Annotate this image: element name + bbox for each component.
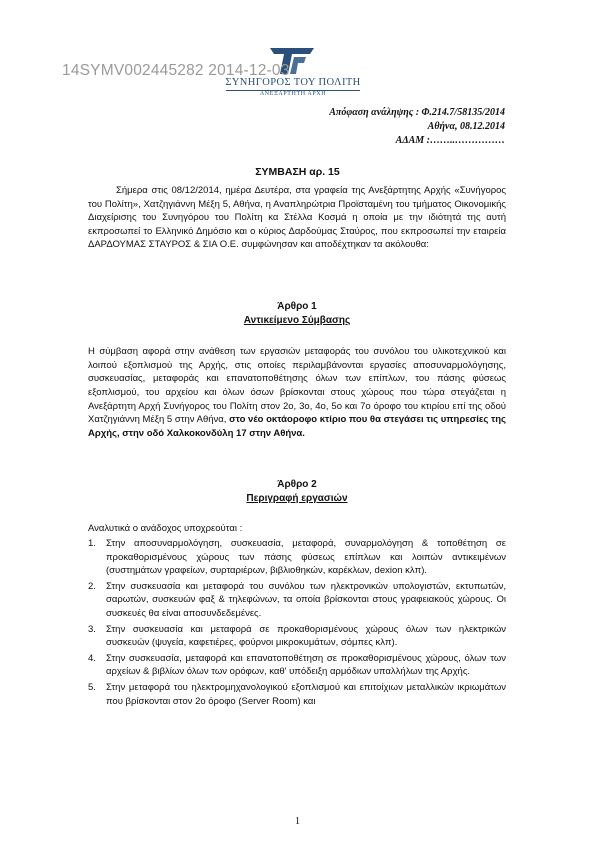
document-id-watermark: 14SYMV002445282 2014-12-03: [62, 62, 290, 79]
logo-title: ΣΥΝΗΓΟΡΟΣ ΤΟΥ ΠΟΛΙΤΗ: [225, 77, 361, 88]
list-item: [88, 623, 506, 650]
list-item-number: 2.: [88, 580, 96, 592]
list-item-text: Στην μεταφορά του ηλεκτρομηχανολογικού εξοπλισμού και επιτοίχιων μεταλλικών ικριωμάτων που βρίσκονται στον 2ο όροφο (Server Room) και: [106, 682, 506, 707]
article-2-header: [88, 478, 506, 505]
list-item: [88, 652, 506, 679]
list-item-text: Στην συσκευασία και μεταφορά σε προκαθορισμένους χώρους όλων των ηλεκτρικών συσκευών (ψυγεία, καφετιέρες, φούρνοι μικροκυμάτων, σόμπες κλπ).: [106, 623, 506, 649]
list-item-text: Στην συσκευασία και μεταφορά του συνόλου των ηλεκτρονικών υπολογιστών, εκτυπωτών, σαρωτών, συσκευών φαξ & τηλεφώνων, τα οποία βρίσκονται στους γραφειακούς χώρους. Οι συσκευές θα είναι αποσυνδεδεμένες.: [106, 580, 506, 620]
article-1-body-text: Η σύμβαση αφορά στην ανάθεση των εργασιών μεταφοράς του συνόλου του υλικοτεχνικού και λοιπού εξοπλισμού της Αρχής, στις οποίες περιλαμβάνονται εργασίες αποσυναρμολόγησης, συσκευασίας, μεταφοράς και επανατοποθέτησης όλων των επίπλων, του πάσης φύσεως εξοπλισμού, του αρχείου και όλων όσων βρίσκονται στους χώρους που τώρα στεγάζεται η Ανεξάρτητη Αρχή Συνήγορος του Πολίτη στον 2ο, 3ο, 4ο, 5ο και 7ο όροφο του κτιρίου επί της οδού Χατζηγιάννη Μέξη 5 στην Αθήνα,: [88, 346, 506, 426]
article-1-header: [88, 300, 506, 327]
logo-subtitle: ΑΝΕΞΑΡΤΗΤΗ ΑΡΧΗ: [259, 91, 327, 97]
adam-reference: ΑΔΑΜ :……..……………: [395, 135, 505, 146]
document-body: [88, 184, 506, 708]
list-item-number: 1.: [88, 538, 96, 550]
reference-block: [329, 106, 505, 148]
article-1-heading: Άρθρο 1: [277, 300, 317, 312]
article-2-subheading: Περιγραφή εργασιών: [246, 492, 348, 504]
list-item-text: Στην συσκευασία, μεταφορά και επανατοποθέτηση σε προκαθορισμένους χώρους, όλων των αρχείων & βιβλίων όλων των ορόφων, καθ' υπόδειξη αρμόδιων υπαλλήλων της Αρχής.: [106, 652, 506, 678]
place-date: Αθήνα, 08.12.2014: [427, 121, 505, 132]
intro-paragraph: Σήμερα στις 08/12/2014, ημέρα Δευτέρα, στα γραφεία της Ανεξάρτητης Αρχής «Συνήγορος του Πολίτη», Χατζηγιάννη Μέξη 5, Αθήνα, η Αναπληρώτρια Προϊσταμένη του τμήματος Οικονομικής Διαχείρισης του Συνηγόρου του Πολίτη κα Στέλλα Κοσμά η οποία με την ιδιότητά της αυτή εκπροσωπεί το Ελληνικό Δημόσιο και ο κύριος Δαρδούμας Σταύρος, που εκπροσωπεί την εταιρεία ΔΑΡΔΟΥΜΑΣ ΣΤΑΥΡΟΣ & ΣΙΑ Ο.Ε. συμφώνησαν και αποδέχτηκαν τα ακόλουθα:: [88, 185, 506, 251]
task-list: [88, 537, 506, 708]
article-2-intro: Αναλυτικά ο ανάδοχος υποχρεούται :: [88, 522, 243, 534]
article-2-heading: Άρθρο 2: [277, 479, 317, 491]
list-item-number: 3.: [88, 623, 96, 635]
list-item: [88, 580, 506, 621]
decision-reference: Απόφαση ανάληψης : Φ.214.7/58135/2014: [329, 107, 505, 118]
article-1-body: [88, 345, 506, 440]
article-1-subheading: Αντικείμενο Σύμβασης: [243, 314, 351, 326]
contract-title: ΣΥΜΒΑΣΗ αρ. 15: [255, 166, 340, 178]
list-item-text: Στην αποσυναρμολόγηση, συσκευασία, μεταφορά, συναρμολόγηση & τοποθέτηση σε προκαθορισμένους χώρους των πάσης φύσεως επίπλων και λοιπών αντικειμένων (συστημάτων γραφείων, συρταριέρων, βιβλιοθηκών, καρέκλων, dexion κλπ).: [106, 538, 506, 577]
list-item: [88, 537, 506, 578]
page-number: 1: [295, 816, 300, 827]
list-item-number: 4.: [88, 652, 96, 664]
list-item-number: 5.: [88, 682, 96, 694]
article-1-body-emphasis: στο νέο οκτάοροφο κτίριο που θα στεγάσει τις υπηρεσίες της Αρχής, στην οδό Χαλκοκονδύλη 17 στην Αθήνα.: [88, 414, 506, 439]
list-item: [88, 681, 506, 708]
